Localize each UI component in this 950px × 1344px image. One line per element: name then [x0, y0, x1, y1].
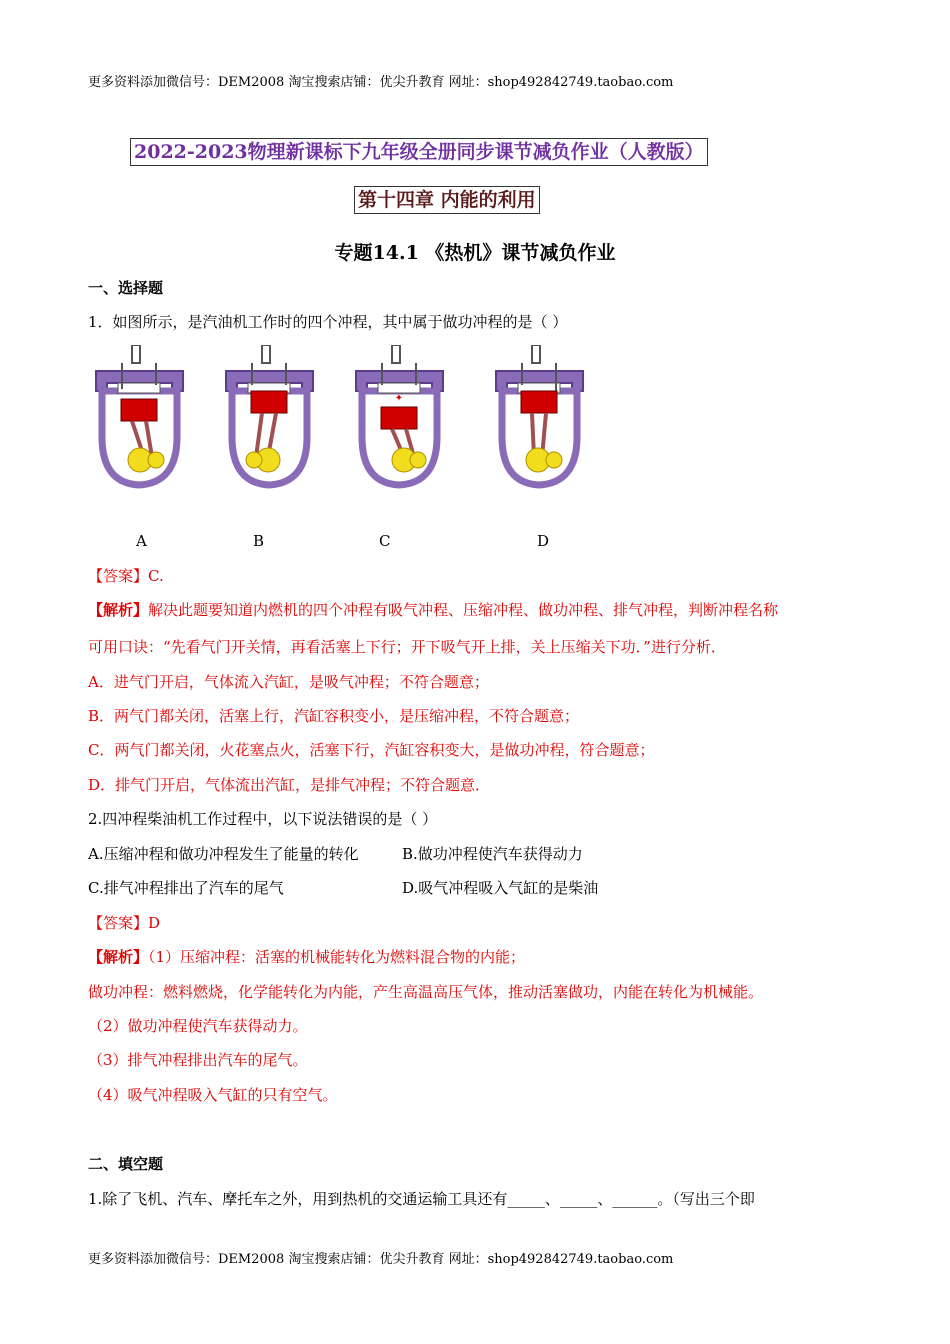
- section-heading-fill-blank: 二、填空题: [88, 1155, 164, 1173]
- analysis-text: 解决此题要知道内燃机的四个冲程有吸气冲程、压缩冲程、做功冲程、排气冲程，判断冲程名称: [148, 601, 779, 619]
- question-1-analysis-b: B．两气门都关闭，活塞上行，汽缸容积变小，是压缩冲程，不符合题意；: [88, 707, 580, 725]
- question-2-option-d: D.吸气冲程吸入气缸的是柴油: [402, 879, 599, 897]
- question-1-answer: 【答案】C.: [88, 567, 164, 585]
- question-2-analysis-line-4: （3）排气冲程排出汽车的尾气。: [88, 1051, 308, 1069]
- question-2-analysis-line-1: [88, 947, 525, 967]
- question-1-stem: 1．如图所示，是汽油机工作时的四个冲程，其中属于做功冲程的是（ ）: [88, 313, 568, 331]
- analysis-tag: 【解析】: [88, 948, 149, 966]
- engine-diagram-b: [222, 345, 317, 495]
- option-label-b: B: [253, 532, 265, 550]
- footer-note: 更多资料添加微信号：DEM2008 淘宝搜索店铺：优尖升教育 网址：shop492842749.taobao.com: [88, 1252, 674, 1267]
- fill-question-1-stem: 1.除了飞机、汽车、摩托车之外，用到热机的交通运输工具还有_____、_____、______。（写出三个即: [88, 1190, 755, 1208]
- section-heading-choice: 一、选择题: [88, 279, 164, 297]
- analysis-tag: 【解析】: [88, 601, 149, 619]
- question-2-analysis-line-5: （4）吸气冲程吸入气缸的只有空气。: [88, 1086, 338, 1104]
- question-1-analysis-line-1: [88, 600, 778, 620]
- question-2-option-b: B.做功冲程使汽车获得动力: [402, 845, 583, 863]
- topic-title: 专题14.1 《热机》课节减负作业: [334, 242, 616, 264]
- option-label-d: D: [537, 532, 550, 550]
- chapter-title: 第十四章 内能的利用: [354, 186, 540, 214]
- engine-diagram-d: [492, 345, 587, 495]
- header-note: 更多资料添加微信号：DEM2008 淘宝搜索店铺：优尖升教育 网址：shop492842749.taobao.com: [88, 75, 674, 90]
- engine-diagram-c: [352, 345, 447, 495]
- question-1-analysis-a: A．进气门开启，气体流入汽缸，是吸气冲程；不符合题意；: [88, 673, 489, 691]
- question-1-analysis-d: D．排气门开启，气体流出汽缸，是排气冲程；不符合题意．: [88, 776, 491, 794]
- option-label-c: C: [379, 532, 391, 550]
- question-2-analysis-line-2: 做功冲程：燃料燃烧，化学能转化为内能，产生高温高压气体，推动活塞做功，内能在转化为机械能。: [88, 983, 764, 1001]
- question-1-analysis-c: C．两气门都关闭，火花塞点火，活塞下行，汽缸容积变大，是做功冲程，符合题意；: [88, 741, 655, 759]
- option-label-a: A: [136, 532, 147, 550]
- svg-text:✦: ✦: [394, 393, 404, 404]
- question-2-option-c: C.排气冲程排出了汽车的尾气: [88, 879, 284, 897]
- engine-diagram-a: [92, 345, 187, 495]
- question-2-answer: 【答案】D: [88, 914, 161, 932]
- document-title: 2022-2023物理新课标下九年级全册同步课节减负作业（人教版）: [130, 138, 708, 166]
- question-2-option-a: A.压缩冲程和做功冲程发生了能量的转化: [88, 845, 359, 863]
- question-2-analysis-line-3: （2）做功冲程使汽车获得动力。: [88, 1017, 308, 1035]
- question-2-stem: 2.四冲程柴油机工作过程中，以下说法错误的是（ ）: [88, 810, 438, 828]
- analysis-text: （1）压缩冲程：活塞的机械能转化为燃料混合物的内能；: [148, 948, 526, 966]
- question-1-analysis-line-2: 可用口诀：“先看气门开关情，再看活塞上下行；开下吸气开上排，关上压缩关下功．”进行分析．: [88, 638, 726, 656]
